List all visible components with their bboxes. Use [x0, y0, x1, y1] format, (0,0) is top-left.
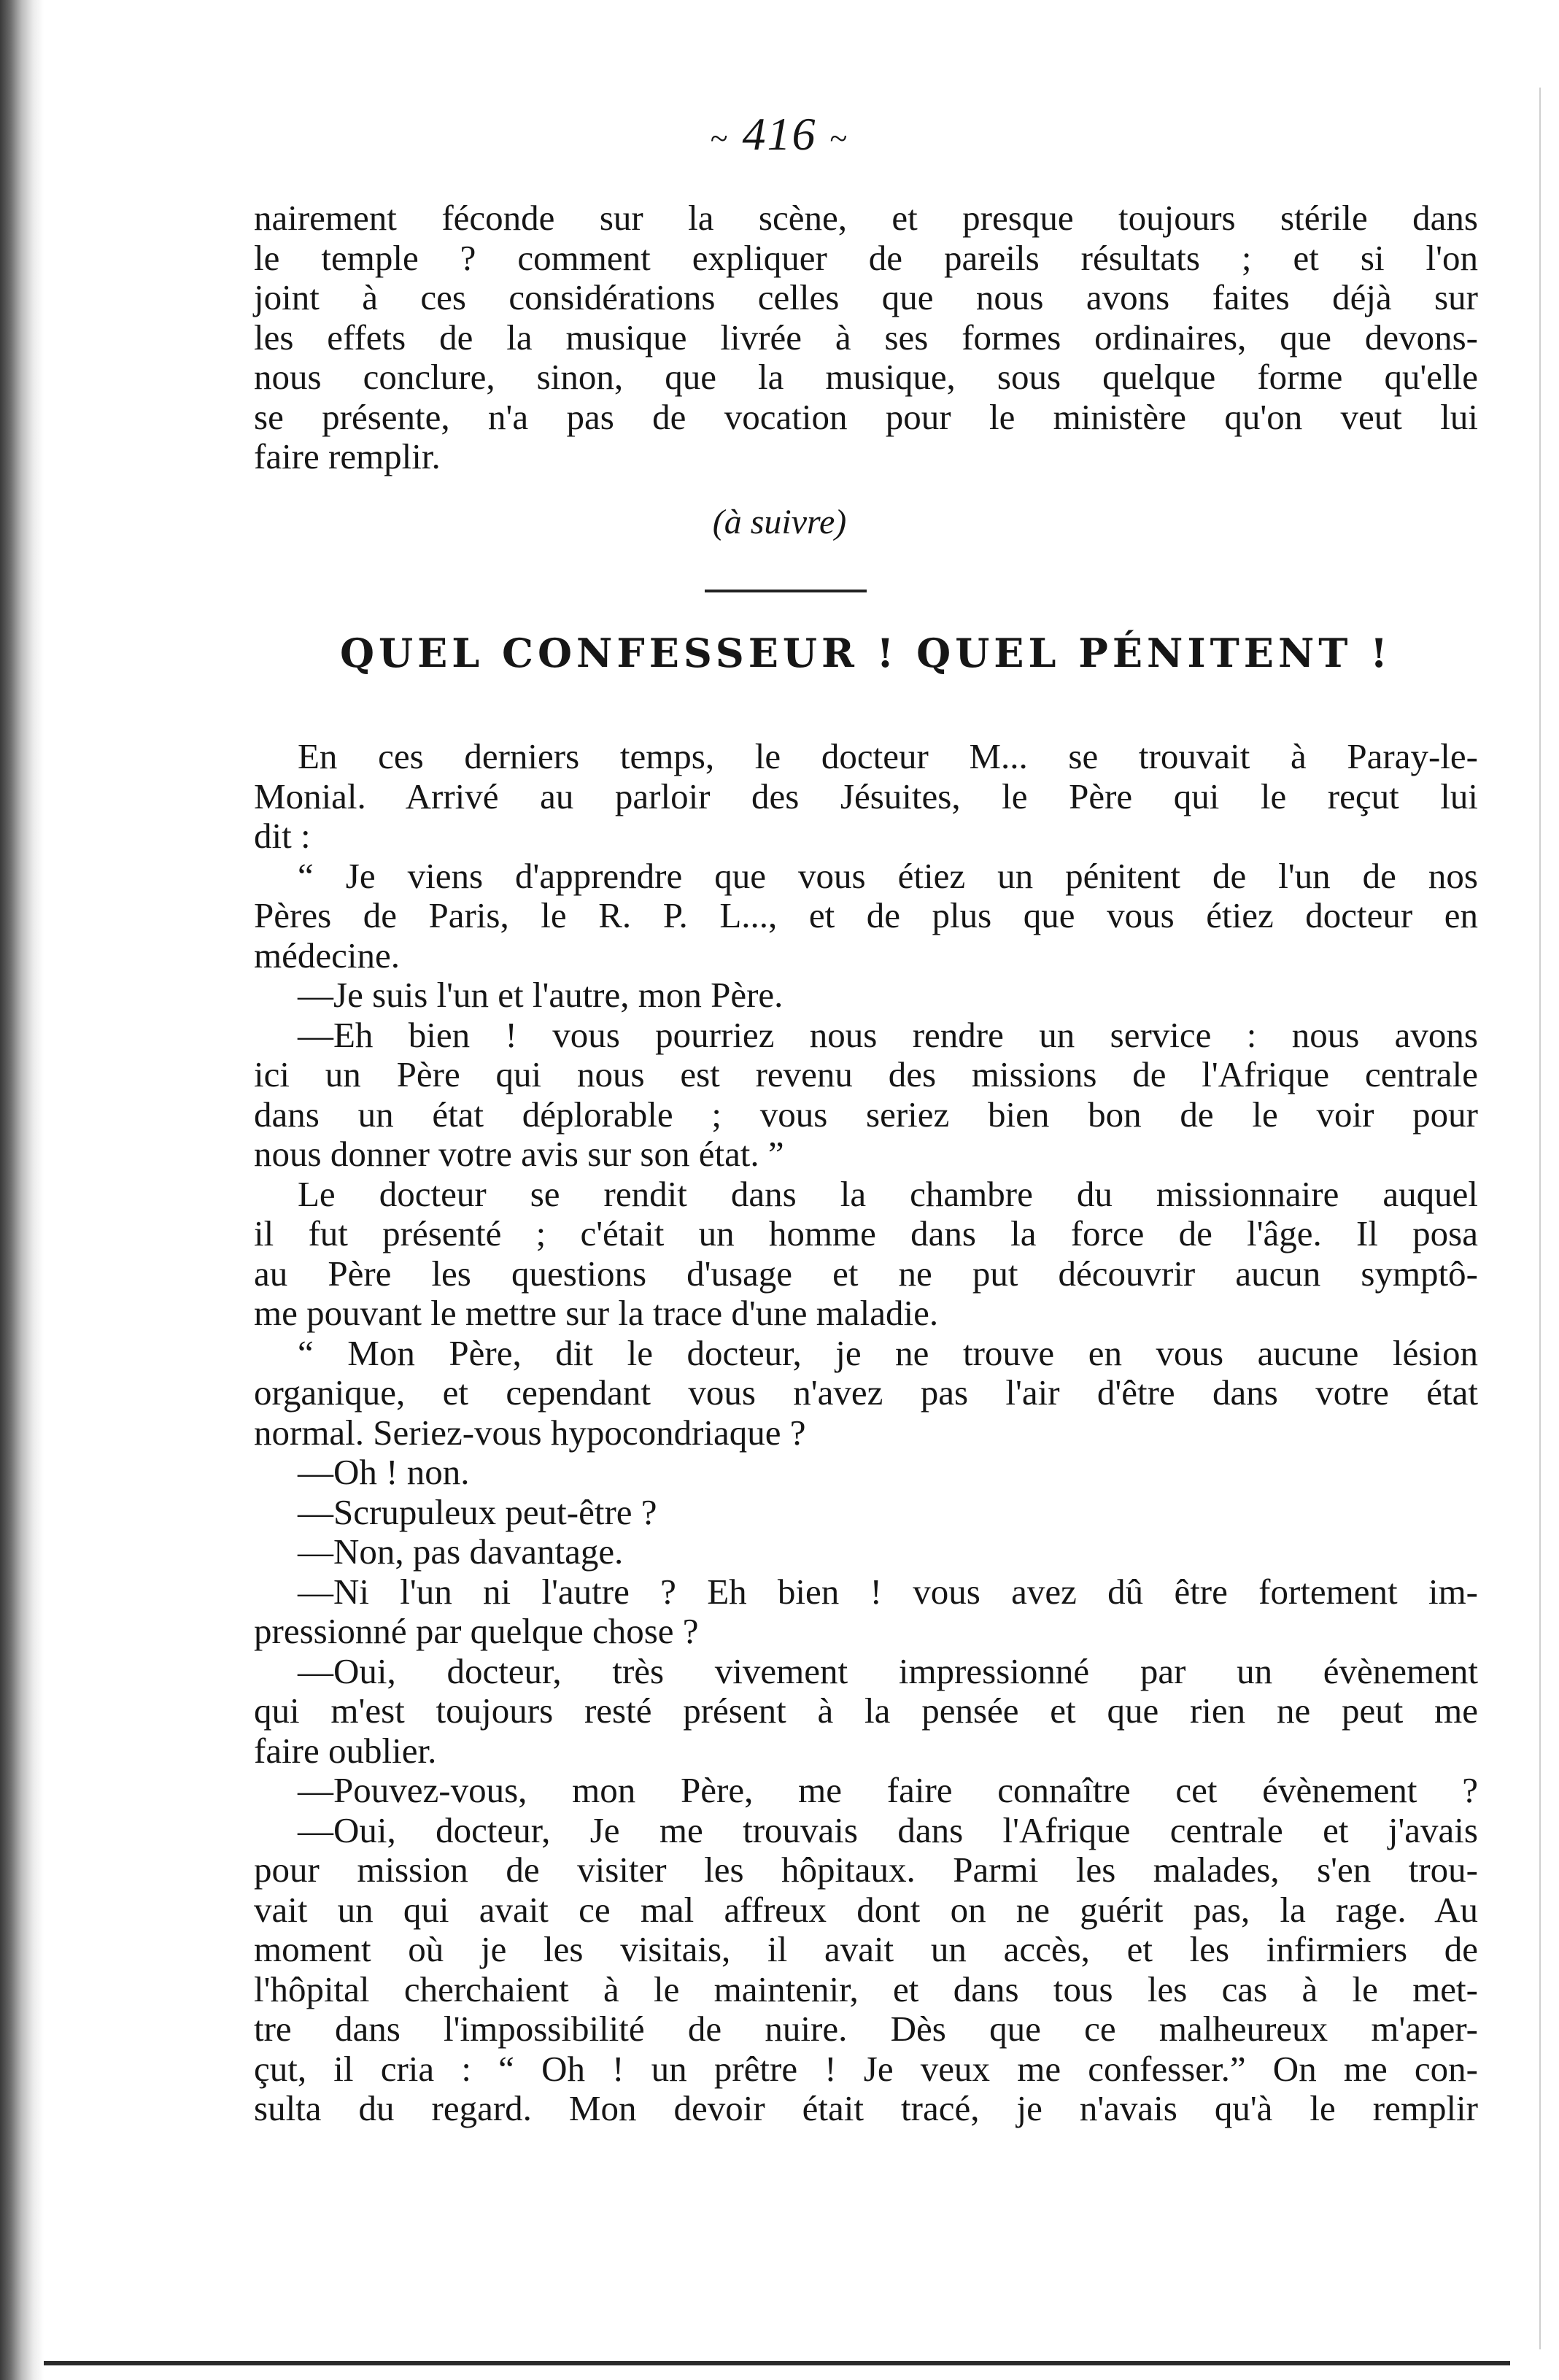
text-line: faire oublier.	[254, 1730, 437, 1771]
text-line: médecine.	[254, 935, 400, 975]
folio-ornament-left: ~	[710, 120, 730, 157]
text-line: pour mission de visiter les hôpitaux. Parmi les malades, s'en trou-	[254, 1850, 1478, 1890]
text-line: joint à ces considérations celles que nous avons faites déjà sur	[254, 277, 1478, 317]
text-line: au Père les questions d'usage et ne put découvrir aucun symptô-	[254, 1253, 1478, 1294]
text-line: En ces derniers temps, le docteur M... se trouvait à Paray-le-	[298, 736, 1478, 776]
page-number: 416	[742, 108, 817, 160]
text-line: Monial. Arrivé au parloir des Jésuites, le Père qui le reçut lui	[254, 776, 1478, 816]
section-divider	[705, 590, 867, 592]
previous-article-text	[254, 198, 1478, 477]
continuation-note: (à suivre)	[712, 503, 847, 541]
text-line: sulta du regard. Mon devoir était tracé, je n'avais qu'à le remplir	[254, 2088, 1478, 2128]
text-line: —Oui, docteur, très vivement impressionné par un évènement	[298, 1650, 1478, 1691]
text-line: moment où je les visitais, il avait un accès, et les infirmiers de	[254, 1929, 1478, 1969]
text-line: vait un qui avait ce mal affreux dont on ne guérit pas, la rage. Au	[254, 1889, 1478, 1930]
article-title: QUEL CONFESSEUR ! QUEL PÉNITENT !	[339, 630, 1392, 676]
text-line: se présente, n'a pas de vocation pour le ministère qu'on veut lui	[254, 396, 1478, 437]
text-line: dit :	[254, 816, 311, 856]
text-line: —Scrupuleux peut-être ?	[298, 1491, 657, 1532]
page-edge-right	[1539, 88, 1541, 2349]
text-line: —Je suis l'un et l'autre, mon Père.	[298, 975, 784, 1015]
text-line: —Oui, docteur, Je me trouvais dans l'Afrique centrale et j'avais	[298, 1809, 1478, 1850]
text-line: çut, il cria : “ Oh ! un prêtre ! Je veux me confesser.” On me con-	[254, 2048, 1478, 2089]
text-line: faire remplir.	[254, 436, 441, 476]
text-line: l'hôpital cherchaient à le maintenir, et dans tous les cas à le met-	[254, 1968, 1478, 2009]
text-line: nous conclure, sinon, que la musique, sous quelque forme qu'elle	[254, 357, 1478, 397]
page-number-header	[0, 108, 1559, 160]
text-line: —Oh ! non.	[298, 1452, 470, 1492]
folio-ornament-right: ~	[829, 120, 849, 157]
text-line: —Pouvez-vous, mon Père, me faire connaître cet évènement ?	[298, 1770, 1478, 1810]
text-line: —Eh bien ! vous pourriez nous rendre un service : nous avons	[298, 1014, 1478, 1055]
text-line: Le docteur se rendit dans la chambre du missionnaire auquel	[298, 1173, 1478, 1214]
text-line: Pères de Paris, le R. P. L..., et de plus que vous étiez docteur en	[254, 895, 1478, 935]
text-line: il fut présenté ; c'était un homme dans la force de l'âge. Il posa	[254, 1213, 1478, 1253]
text-line: me pouvant le mettre sur la trace d'une maladie.	[254, 1293, 939, 1333]
text-line: tre dans l'impossibilité de nuire. Dès que ce malheureux m'aper-	[254, 2009, 1478, 2049]
text-line: dans un état déplorable ; vous seriez bien bon de le voir pour	[254, 1094, 1478, 1135]
text-line: —Ni l'un ni l'autre ? Eh bien ! vous avez dû être fortement im-	[298, 1571, 1478, 1612]
text-line: qui m'est toujours resté présent à la pensée et que rien ne peut me	[254, 1691, 1478, 1731]
binding-shadow	[0, 0, 44, 2380]
text-line: pressionné par quelque chose ?	[254, 1611, 699, 1651]
text-line: le temple ? comment expliquer de pareils résultats ; et si l'on	[254, 237, 1478, 278]
text-line: organique, et cependant vous n'avez pas l'air d'être dans votre état	[254, 1372, 1478, 1413]
text-line: ici un Père qui nous est revenu des missions de l'Afrique centrale	[254, 1054, 1478, 1094]
page-edge-bottom	[44, 2361, 1510, 2365]
text-line: nous donner votre avis sur son état. ”	[254, 1134, 784, 1174]
text-line: nairement féconde sur la scène, et presque toujours stérile dans	[254, 198, 1478, 238]
text-line: “ Mon Père, dit le docteur, je ne trouve en vous aucune lésion	[298, 1332, 1478, 1373]
article-body	[254, 737, 1478, 2129]
text-line: normal. Seriez-vous hypocondriaque ?	[254, 1412, 806, 1453]
text-line: “ Je viens d'apprendre que vous étiez un pénitent de l'un de nos	[298, 855, 1478, 896]
text-line: les effets de la musique livrée à ses formes ordinaires, que devons-	[254, 317, 1478, 358]
text-line: —Non, pas davantage.	[298, 1531, 624, 1572]
